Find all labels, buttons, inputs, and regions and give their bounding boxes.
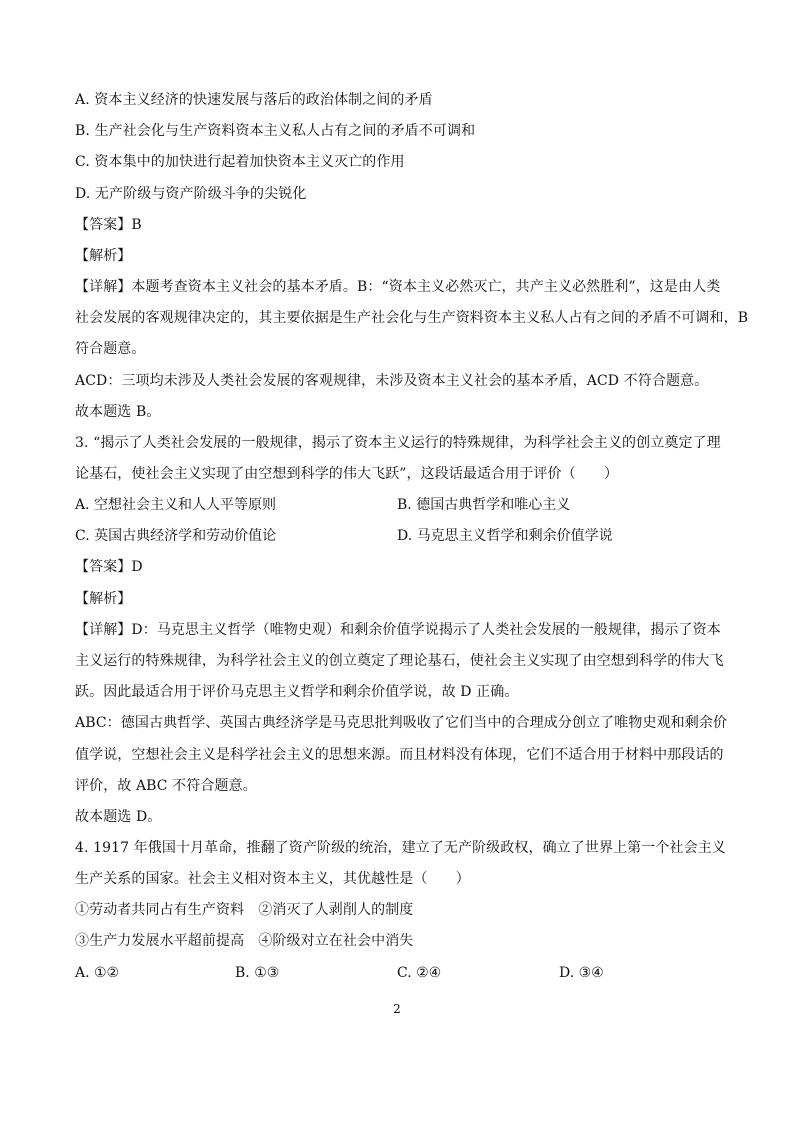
q2-detail-line: 故本题选 B。 [75, 404, 161, 420]
q2-detail-line: ACD：三项均未涉及人类社会发展的客观规律，未涉及资本主义社会的基本矛盾，ACD 不符合题意。 [75, 373, 709, 389]
q4-statements-line: ①劳动者共同占有生产资料 ②消灭了人剥削人的制度 [75, 902, 414, 918]
q4-stem-line: 4. 1917 年俄国十月革命，推翻了资产阶级的统治，建立了无产阶级政权，确立了世界上第一个社会主义 [75, 840, 726, 856]
q3-detail-line: 评价，故 ABC 不符合题意。 [75, 778, 257, 794]
q3-option-b: B. 德国古典哲学和唯心主义 [397, 497, 571, 513]
q2-option-d: D. 无产阶级与资产阶级斗争的尖锐化 [75, 186, 307, 202]
q3-option-d: D. 马克思主义哲学和剩余价值学说 [397, 528, 613, 544]
q2-detail-line: 社会发展的客观规律决定的，其主要依据是生产社会化与生产资料资本主义私人占有之间的矛盾不可调和，B [75, 310, 749, 326]
q3-stem-line: 论基石，使社会主义实现了由空想到科学的伟大飞跃”，这段话最适合用于评价（ ） [75, 466, 619, 482]
page-number: 2 [393, 1002, 401, 1016]
q4-options-row [75, 963, 725, 983]
q2-detail-line: 符合题意。 [75, 341, 146, 357]
q3-answer: 【答案】D [75, 559, 143, 575]
q4-statements-line: ③生产力发展水平超前提高 ④阶级对立在社会中消失 [75, 933, 414, 949]
q2-answer: 【答案】B [75, 217, 142, 233]
q3-detail-line: 值学说，空想社会主义是科学社会主义的思想来源。而且材料没有体现，它们不适合用于材料中那段话的 [75, 747, 724, 763]
q2-option-a: A. 资本主义经济的快速发展与落后的政治体制之间的矛盾 [75, 92, 433, 108]
q3-detail-line: 故本题选 D。 [75, 809, 162, 825]
q4-stem-line: 生产关系的国家。社会主义相对资本主义，其优越性是（ ） [75, 871, 470, 887]
q3-options-row-2 [75, 526, 725, 546]
q2-detail-line: 【详解】本题考查资本主义社会的基本矛盾。B：“资本主义必然灭亡，共产主义必然胜利”，这是由人类 [75, 279, 721, 295]
q3-option-a: A. 空想社会主义和人人平等原则 [75, 497, 277, 513]
q3-option-c: C. 英国古典经济学和劳动价值论 [75, 528, 277, 544]
q2-option-b: B. 生产社会化与生产资料资本主义私人占有之间的矛盾不可调和 [75, 123, 476, 139]
q2-option-c: C. 资本集中的加快进行起着加快资本主义灭亡的作用 [75, 154, 405, 170]
q3-detail-line: 跃。因此最适合用于评价马克思主义哲学和剩余价值学说，故 D 正确。 [75, 684, 519, 700]
q3-options-row-1 [75, 495, 725, 515]
q3-detail-line: ABC：德国古典哲学、英国古典经济学是马克思批判吸收了它们当中的合理成分创立了唯物史观和剩余价 [75, 715, 728, 731]
q4-option-a: A. ①② [75, 965, 120, 981]
q3-detail-line: 主义运行的特殊规律，为科学社会主义的创立奠定了理论基石，使社会主义实现了由空想到科学的伟大飞 [75, 653, 724, 669]
q3-detail-line: 【详解】D：马克思主义哲学（唯物史观）和剩余价值学说揭示了人类社会发展的一般规律，揭示了资本 [75, 622, 721, 638]
q4-option-d: D. ③④ [559, 965, 604, 981]
q4-option-c: C. ②④ [397, 965, 442, 981]
q3-stem-line: 3. “揭示了人类社会发展的一般规律，揭示了资本主义运行的特殊规律，为科学社会主义的创立奠定了理 [75, 435, 721, 451]
q2-analysis-heading: 【解析】 [75, 248, 132, 264]
q3-analysis-heading: 【解析】 [75, 591, 132, 607]
q4-option-b: B. ①③ [235, 965, 280, 981]
